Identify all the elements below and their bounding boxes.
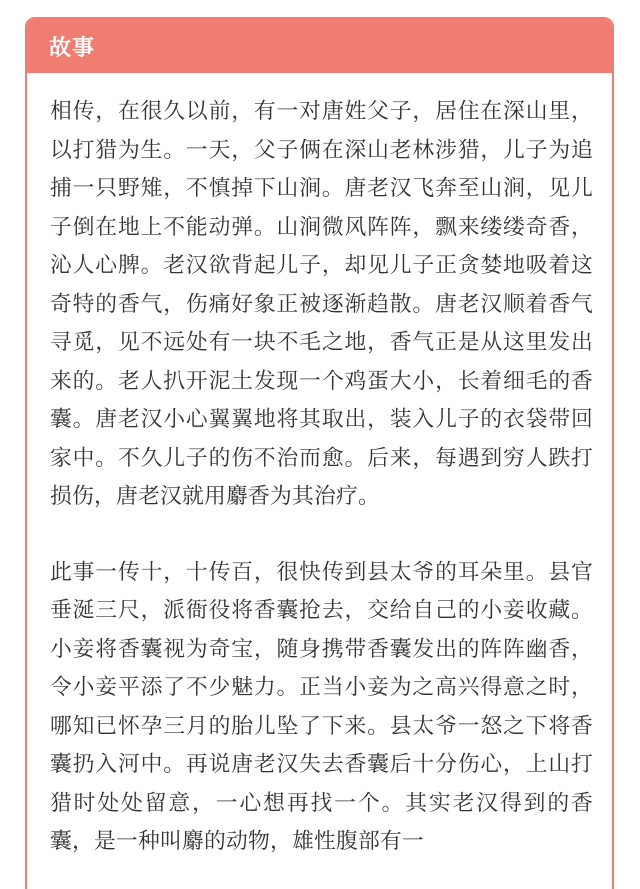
card-header — [27, 19, 612, 73]
card-body — [27, 73, 612, 862]
paragraph-spacer — [50, 517, 593, 554]
story-paragraph-1: 相传，在很久以前，有一对唐姓父子，居住在深山里，以打猎为生。一天，父子俩在深山老林涉猎，儿子为追捕一只野雉，不慎掉下山涧。唐老汉飞奔至山涧，见儿子倒在地上不能动弹。山涧微风阵阵，飘来缕缕奇香，沁人心脾。老汉欲背起儿子，却见儿子正贪婪地吸着这奇特的香气，伤痛好象正被逐渐趋散。唐老汉顺着香气寻觅，见不远处有一块不毛之地，香气正是从这里发出来的。老人扒开泥土发现一个鸡蛋大小，长着细毛的香囊。唐老汉小心翼翼地将其取出，装入儿子的衣袋带回家中。不久儿子的伤不治而愈。后来，每遇到穷人跌打损伤，唐老汉就用麝香为其治疗。 — [50, 99, 593, 509]
story-card — [25, 17, 614, 889]
story-paragraph-2: 此事一传十，十传百，很快传到县太爷的耳朵里。县官垂涎三尺，派衙役将香囊抢去，交给自己的小妾收藏。小妾将香囊视为奇宝，随身携带香囊发出的阵阵幽香，令小妾平添了不少魅力。正当小妾为之高兴得意之时，哪知已怀孕三月的胎儿坠了下来。县太爷一怒之下将香囊扔入河中。再说唐老汉失去香囊后十分伤心，上山打猎时处处留意，一心想再找一个。其实老汉得到的香囊，是一种叫麝的动物，雄性腹部有一 — [50, 559, 593, 854]
card-title: 故事 — [49, 35, 96, 61]
